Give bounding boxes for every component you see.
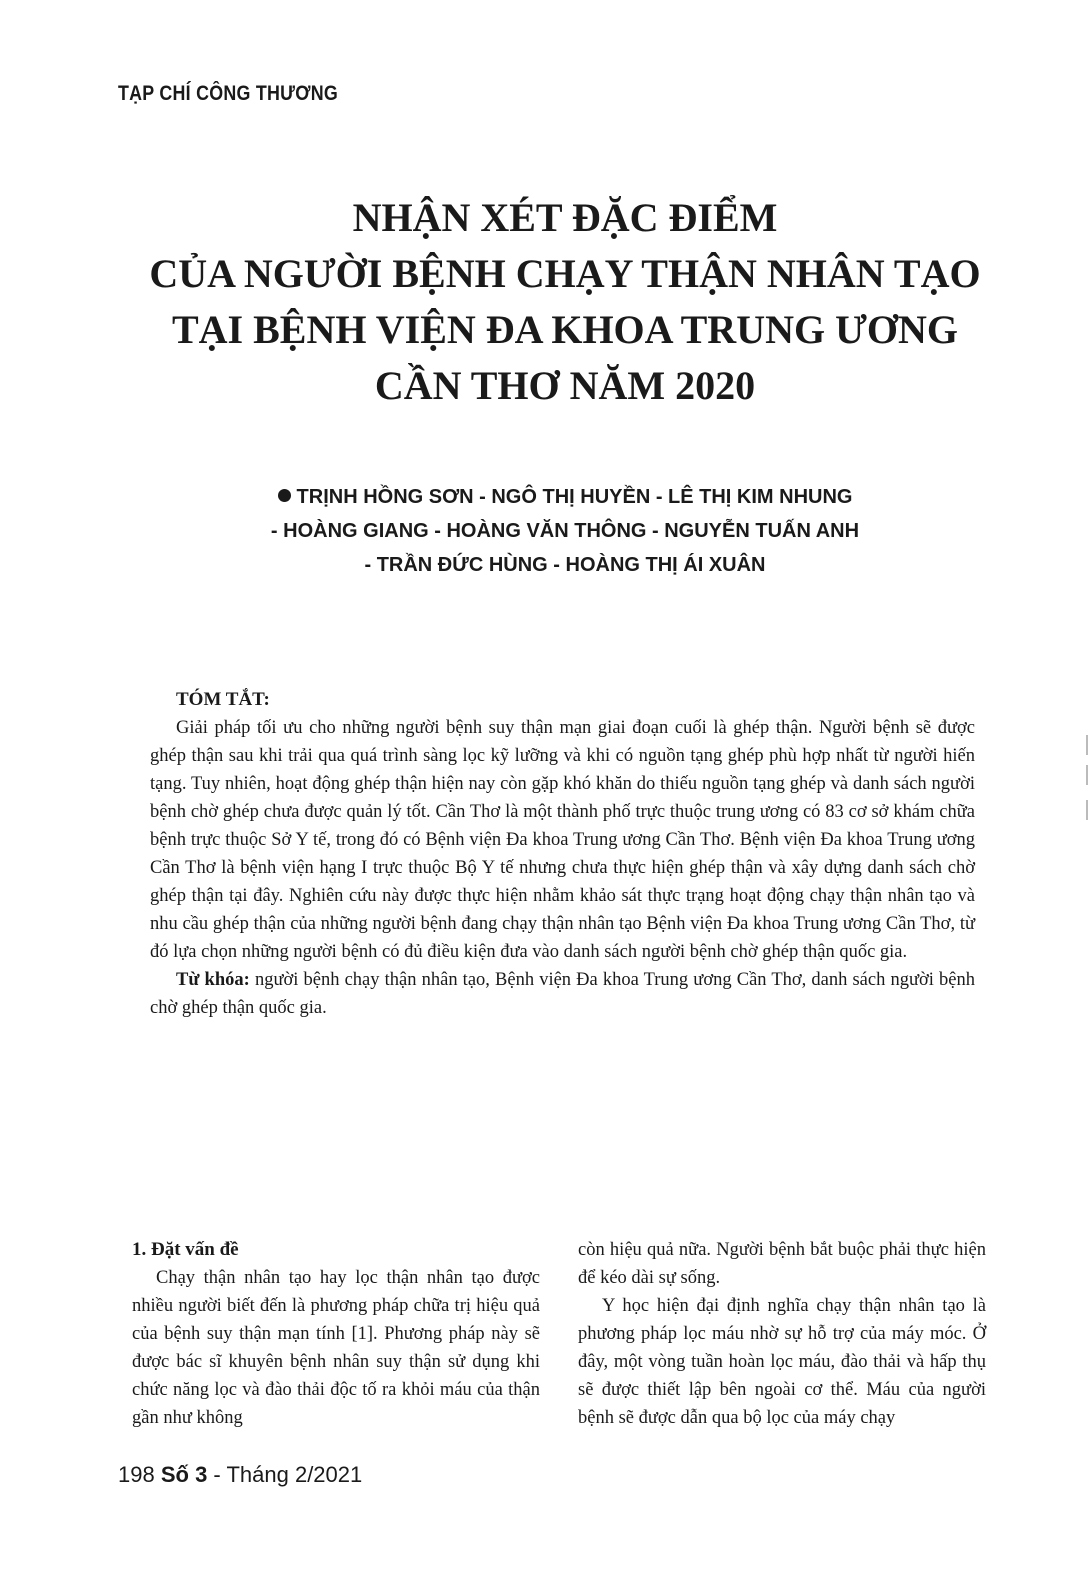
title-line: TẠI BỆNH VIỆN ĐA KHOA TRUNG ƯƠNG <box>171 307 959 352</box>
keywords-text: người bệnh chạy thận nhân tạo, Bệnh viện Đa khoa Trung ương Cần Thơ, danh sách người bệnh chờ ghép thận quốc gia. <box>150 970 976 1018</box>
scan-edge-mark <box>1086 735 1088 755</box>
title-line: CỦA NGƯỜI BỆNH CHẠY THẬN NHÂN TẠO <box>149 251 981 296</box>
paragraph: còn hiệu quả nữa. Người bệnh bắt buộc phải thực hiện để kéo dài sự sống. <box>578 1240 986 1288</box>
section-heading: 1. Đặt vấn đề <box>132 1239 239 1260</box>
scan-edge-mark <box>1086 765 1088 785</box>
author-line-text: TRỊNH HỒNG SƠN - NGÔ THỊ HUYỀN - LÊ THỊ KIM NHUNG <box>296 486 853 508</box>
column-left <box>132 1236 540 1432</box>
paragraph: Chạy thận nhân tạo hay lọc thận nhân tạo được nhiều người biết đến là phương pháp chữa trị hiệu quả của bệnh suy thận mạn tính [1]. Phương pháp này sẽ được bác sĩ khuyên bệnh nhân suy thận sử dụng khi chức năng lọc và đào thải độc tố ra khỏi máu của thận gần như không <box>132 1268 540 1428</box>
author-list <box>60 480 1070 582</box>
scan-edge-mark <box>1086 800 1088 820</box>
title-line: NHẬN XÉT ĐẶC ĐIỂM <box>352 195 778 240</box>
author-line: - HOÀNG GIANG - HOÀNG VĂN THÔNG - NGUYỄN TUẤN ANH <box>270 520 860 542</box>
keywords-label: Từ khóa: <box>176 970 250 990</box>
paragraph: Y học hiện đại định nghĩa chạy thận nhân tạo là phương pháp lọc máu nhờ sự hỗ trợ của máy móc. Ở đây, một vòng tuần hoàn lọc máu, đào thải và hấp thụ sẽ được thiết lập bên ngoài cơ thể. Máu của người bệnh sẽ được dẫn qua bộ lọc của máy chạy <box>578 1296 986 1428</box>
bullet-icon <box>278 489 291 502</box>
abstract-heading: TÓM TẮT: <box>176 689 270 710</box>
column-right <box>578 1236 986 1432</box>
author-line: - TRẦN ĐỨC HÙNG - HOÀNG THỊ ÁI XUÂN <box>364 554 766 576</box>
page-number: 198 <box>118 1462 155 1487</box>
page-footer <box>118 1462 362 1488</box>
abstract-body: Giải pháp tối ưu cho những người bệnh suy thận mạn giai đoạn cuối là ghép thận. Người bệnh sẽ được ghép thận sau khi trải qua quá trình sàng lọc kỹ lưỡng và khi có nguồn tạng ghép phù hợp nhất từ người hiến tạng. Tuy nhiên, hoạt động ghép thận hiện nay còn gặp khó khăn do thiếu nguồn tạng ghép và danh sách người bệnh chờ ghép chưa được quản lý tốt. Cần Thơ là một thành phố trực thuộc trung ương có 83 cơ sở khám chữa bệnh trực thuộc Sở Y tế, trong đó có Bệnh viện Đa khoa Trung ương Cần Thơ. Bệnh viện Đa khoa Trung ương Cần Thơ là bệnh viện hạng I trực thuộc Bộ Y tế nhưng chưa thực hiện ghép thận và xây dựng danh sách chờ ghép thận tại đây. Nghiên cứu này được thực hiện nhằm khảo sát thực trạng hoạt động chạy thận nhân tạo và nhu cầu ghép thận của những người bệnh đang chạy thận nhân tạo Bệnh viện Đa khoa Trung ương Cần Thơ, từ đó lựa chọn những người bệnh có đủ điều kiện đưa vào danh sách người bệnh chờ ghép thận quốc gia. <box>150 718 975 962</box>
journal-name: TẠP CHÍ CÔNG THƯƠNG <box>118 82 339 105</box>
abstract <box>150 686 975 1022</box>
author-line <box>60 480 1070 514</box>
issue-number: Số 3 <box>160 1462 208 1487</box>
issue-date: - Tháng 2/2021 <box>207 1462 363 1487</box>
title-line: CẦN THƠ NĂM 2020 <box>374 363 756 408</box>
keywords <box>150 966 975 1022</box>
article-title <box>60 190 1070 414</box>
